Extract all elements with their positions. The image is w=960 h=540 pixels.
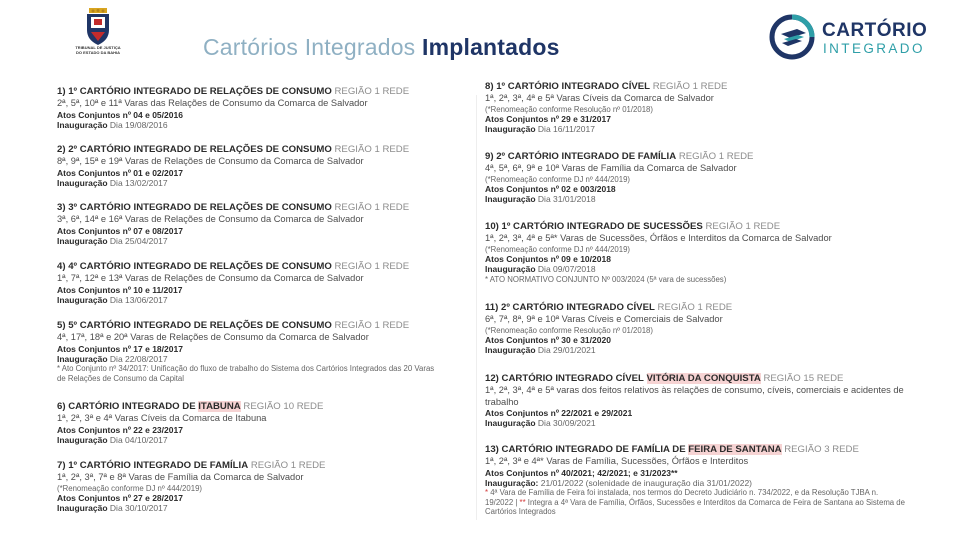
entry-inauguration: Inauguração Dia 16/11/2017 — [485, 124, 595, 135]
column-divider — [476, 95, 477, 520]
entry-12: 12) CARTÓRIO INTEGRADO CÍVEL VITÓRIA DA CONQUISTA REGIÃO 15 REDE 1ª, 2ª, 3ª, 4ª e 5ª varas dos feitos relativos às relações de consumo, cíveis, comerciais e acidentes de trabalho Atos Conjuntos nº 22/2021 e 29/2021 Inauguração Dia 30/09/2021 — [485, 373, 904, 429]
entry-region: REGIÃO 3 REDE — [784, 444, 859, 455]
entry-inauguration: Inauguração: 21/01/2022 (solenidade de inauguração dia 31/01/2022) — [485, 477, 753, 488]
entry-note: (*Renomeação conforme Resolução nº 01/2018) — [485, 104, 653, 114]
entry-acts: Atos Conjuntos nº 29 e 31/2017 — [485, 114, 611, 125]
entry-10: 10) 1º CARTÓRIO INTEGRADO DE SUCESSÕES REGIÃO 1 REDE 1ª, 2ª, 3ª, 4ª e 5ª* Varas de Sucessões, Órfãos e Interditos da Comarca de Salvador (*Renomeação conforme DJ nº 444/2019) Atos Conjuntos nº 09 e 10/2018 Inauguração Dia 09/07/2018 * ATO NORMATIVO CONJUNTO Nº 003/2024 (5ª vara de sucessões) — [485, 221, 915, 284]
entry-title: 2º CARTÓRIO INTEGRADO DE RELAÇÕES DE CONSUMO — [68, 144, 332, 155]
entry-description: 6ª, 7ª, 8ª, 9ª e 10ª Varas Cíveis e Comerciais de Salvador — [485, 314, 723, 325]
entry-inauguration: Inauguração Dia 29/01/2021 — [485, 345, 596, 356]
entry-title: 4º CARTÓRIO INTEGRADO DE RELAÇÕES DE CONSUMO — [68, 261, 332, 272]
entry-description: 1ª, 2ª, 3ª, 4ª e 5ª* Varas de Sucessões, Órfãos e Interditos da Comarca de Salvador — [485, 233, 832, 244]
entry-inauguration: Inauguração Dia 30/10/2017 — [57, 503, 168, 514]
entry-acts: Atos Conjuntos nº 17 e 18/2017 — [57, 343, 183, 354]
entry-6: 6) CARTÓRIO INTEGRADO DE ITABUNA REGIÃO 10 REDE 1ª, 2ª, 3ª e 4ª Varas Cíveis da Comarca de Itabuna Atos Conjuntos nº 22 e 23/2017 Inauguração Dia 04/10/2017 — [57, 401, 457, 445]
page-title-part1: Cartórios Integrados — [203, 34, 416, 60]
entry-title-highlight: FEIRA DE SANTANA — [688, 444, 782, 455]
entry-region: REGIÃO 1 REDE — [678, 151, 754, 162]
entry-11: 11) 2º CARTÓRIO INTEGRADO CÍVEL REGIÃO 1 REDE 6ª, 7ª, 8ª, 9ª e 10ª Varas Cíveis e Comerciais de Salvador (*Renomeação conforme Resolução nº 01/2018) Atos Conjuntos nº 30 e 31/2020 Inauguração Dia 29/01/2021 — [485, 302, 905, 356]
entry-description: 1ª, 7ª, 12ª e 13ª Varas de Relações de Consumo da Comarca de Salvador — [57, 273, 364, 284]
entry-description: 1ª, 2ª, 3ª e 4ª* Varas de Família, Sucessões, Órfãos e Interditos — [485, 456, 749, 467]
entry-inauguration: Inauguração Dia 30/09/2021 — [485, 418, 596, 429]
entry-acts: Atos Conjuntos nº 10 e 11/2017 — [57, 284, 183, 295]
entry-region: REGIÃO 1 REDE — [334, 144, 410, 155]
entry-note: (*Renomeação conforme DJ nº 444/2019) — [485, 244, 631, 254]
entry-region: REGIÃO 1 REDE — [652, 81, 728, 92]
entry-footnote: * ATO NORMATIVO CONJUNTO Nº 003/2024 (5ª vara de sucessões) — [485, 274, 727, 284]
entry-title-highlight: ITABUNA — [198, 401, 241, 412]
entry-region: REGIÃO 1 REDE — [334, 261, 410, 272]
entry-title: 1º CARTÓRIO INTEGRADO DE RELAÇÕES DE CONSUMO — [68, 86, 332, 97]
entry-note: (*Renomeação conforme DJ nº 444/2019) — [485, 174, 631, 184]
entry-description: 1ª, 2ª, 3ª, 4ª e 5ª varas dos feitos relativos às relações de consumo, cíveis, comerciais e acidentes de trabalho — [485, 385, 904, 407]
tjba-logo — [74, 8, 122, 66]
entry-note: (*Renomeação conforme DJ nº 444/2019) — [57, 483, 203, 493]
entry-description: 1ª, 2ª, 3ª e 4ª Varas Cíveis da Comarca de Itabuna — [57, 413, 267, 424]
entry-3: 3) 3º CARTÓRIO INTEGRADO DE RELAÇÕES DE CONSUMO REGIÃO 1 REDE 3ª, 6ª, 14ª e 16ª Varas de Relações de Consumo da Comarca de Salvador Atos Conjuntos nº 07 e 08/2017 Inauguração Dia 25/04/2017 — [57, 202, 457, 246]
entry-7: 7) 1º CARTÓRIO INTEGRADO DE FAMÍLIA REGIÃO 1 REDE 1ª, 2ª, 3ª, 7ª e 8ª Varas de Família da Comarca de Salvador (*Renomeação conforme DJ nº 444/2019) Atos Conjuntos nº 27 e 28/2017 Inauguração Dia 30/10/2017 — [57, 460, 457, 514]
entry-acts: Atos Conjuntos nº 01 e 02/2017 — [57, 167, 183, 178]
entry-title: 5º CARTÓRIO INTEGRADO DE RELAÇÕES DE CONSUMO — [68, 320, 332, 331]
entry-5: 5) 5º CARTÓRIO INTEGRADO DE RELAÇÕES DE CONSUMO REGIÃO 1 REDE 4ª, 17ª, 18ª e 20ª Varas de Relações de Consumo da Comarca de Salvador Atos Conjuntos nº 17 e 18/2017 Inauguração Dia 22/08/2017 * Ato Conjunto nº 34/2017: Unificação do fluxo de trabalho do Sistema dos Cartórios Integrados das 20 Varas de Relações de Consumo da Capital — [57, 320, 437, 383]
entry-description: 1ª, 2ª, 3ª, 7ª e 8ª Varas de Família da Comarca de Salvador — [57, 472, 304, 483]
entry-description: 2ª, 5ª, 10ª e 11ª Varas das Relações de Consumo da Comarca de Salvador — [57, 98, 368, 109]
entry-acts: Atos Conjuntos nº 30 e 31/2020 — [485, 335, 611, 346]
page-title — [203, 34, 560, 61]
entry-inauguration: Inauguração Dia 13/06/2017 — [57, 294, 168, 305]
entry-acts: Atos Conjuntos nº 40/2021; 42/2021; e 31/2023** — [485, 467, 678, 478]
entry-region: REGIÃO 1 REDE — [705, 221, 781, 232]
entry-acts: Atos Conjuntos nº 09 e 10/2018 — [485, 254, 611, 265]
entry-acts: Atos Conjuntos nº 02 e 003/2018 — [485, 184, 616, 195]
entry-region: REGIÃO 1 REDE — [250, 460, 326, 471]
entry-description: 8ª, 9ª, 15ª e 19ª Varas de Relações de Consumo da Comarca de Salvador — [57, 156, 364, 167]
entry-inauguration: Inauguração Dia 19/08/2016 — [57, 119, 168, 130]
page-title-part2: Implantados — [421, 34, 560, 60]
brand-subtitle: INTEGRADO — [823, 41, 925, 56]
entry-note: (*Renomeação conforme Resolução nº 01/2018) — [485, 325, 653, 335]
entry-acts: Atos Conjuntos nº 07 e 08/2017 — [57, 225, 183, 236]
entry-region: REGIÃO 10 REDE — [243, 401, 324, 412]
crest-icon — [83, 8, 113, 46]
entry-title: 1º CARTÓRIO INTEGRADO DE FAMÍLIA — [68, 460, 249, 471]
entry-title: CARTÓRIO INTEGRADO DE — [68, 401, 196, 412]
entry-title: 1º CARTÓRIO INTEGRADO DE SUCESSÕES — [501, 221, 703, 232]
entry-title: CARTÓRIO INTEGRADO CÍVEL — [501, 373, 644, 384]
entry-inauguration: Inauguração Dia 31/01/2018 — [485, 194, 596, 205]
entry-inauguration: Inauguração Dia 22/08/2017 — [57, 353, 168, 364]
brand-name: CARTÓRIO — [822, 20, 928, 41]
entry-acts: Atos Conjuntos nº 04 e 05/2016 — [57, 109, 183, 120]
logo-caption-line1: TRIBUNAL DE JUSTIÇA — [75, 45, 121, 50]
entry-region: REGIÃO 1 REDE — [334, 202, 410, 213]
logo-caption-line2: DO ESTADO DA BAHIA — [76, 49, 120, 55]
entry-title: 2º CARTÓRIO INTEGRADO CÍVEL — [501, 302, 655, 313]
entry-9: 9) 2º CARTÓRIO INTEGRADO DE FAMÍLIA REGIÃO 1 REDE 4ª, 5ª, 6ª, 9ª e 10ª Varas de Família da Comarca de Salvador (*Renomeação conforme DJ nº 444/2019) Atos Conjuntos nº 02 e 003/2018 Inauguração Dia 31/01/2018 — [485, 151, 905, 205]
entry-1: 1) 1º CARTÓRIO INTEGRADO DE RELAÇÕES DE CONSUMO REGIÃO 1 REDE 2ª, 5ª, 10ª e 11ª Varas das Relações de Consumo da Comarca de Salvador Atos Conjuntos nº 04 e 05/2016 Inauguração Dia 19/08/2016 — [57, 86, 457, 130]
entry-region: REGIÃO 1 REDE — [657, 302, 733, 313]
entry-region: REGIÃO 1 REDE — [334, 320, 410, 331]
entry-inauguration: Inauguração Dia 09/07/2018 — [485, 264, 596, 275]
entry-region: REGIÃO 15 REDE — [763, 373, 844, 384]
entry-description: 4ª, 17ª, 18ª e 20ª Varas de Relações de Consumo da Comarca de Salvador — [57, 332, 369, 343]
entry-inauguration: Inauguração Dia 04/10/2017 — [57, 434, 168, 445]
entry-acts: Atos Conjuntos nº 22 e 23/2017 — [57, 424, 183, 435]
entry-2: 2) 2º CARTÓRIO INTEGRADO DE RELAÇÕES DE CONSUMO REGIÃO 1 REDE 8ª, 9ª, 15ª e 19ª Varas de Relações de Consumo da Comarca de Salvador Atos Conjuntos nº 01 e 02/2017 Inauguração Dia 13/02/2017 — [57, 144, 457, 188]
entry-title: 2º CARTÓRIO INTEGRADO DE FAMÍLIA — [496, 151, 677, 162]
brand-emblem-icon — [768, 14, 818, 60]
entry-footnote: * Ato Conjunto nº 34/2017: Unificação do fluxo de trabalho do Sistema dos Cartórios Integrados das 20 Varas de Relações de Consumo da Capital — [57, 364, 435, 383]
entry-title: 1º CARTÓRIO INTEGRADO CÍVEL — [496, 81, 651, 92]
entry-acts: Atos Conjuntos nº 22/2021 e 29/2021 — [485, 407, 633, 418]
cartorio-integrado-logo — [768, 14, 928, 60]
entry-description: 3ª, 6ª, 14ª e 16ª Varas de Relações de Consumo da Comarca de Salvador — [57, 214, 364, 225]
entry-13: 13) CARTÓRIO INTEGRADO DE FAMÍLIA DE FEIRA DE SANTANA REGIÃO 3 REDE 1ª, 2ª, 3ª e 4ª* Varas de Família, Sucessões, Órfãos e Interditos Atos Conjuntos nº 40/2021; 42/2021; e 31/2023** Inauguração: 21/01/2022 (solenidade de inauguração dia 31/01/2022) * 4ª Vara de Família de Feira foi instalada, nos termos do Decreto Judiciário n. 734/2022, e da Resolução TJBA n. 19/2022 | ** Integra a 4ª Vara de Família, Órfãos, Sucessões e Interditos da Comarca de Feira de Santana ao Sistema de Cartórios Integrados — [485, 444, 905, 517]
entry-title-highlight: VITÓRIA DA CONQUISTA — [646, 373, 761, 384]
entry-4: 4) 4º CARTÓRIO INTEGRADO DE RELAÇÕES DE CONSUMO REGIÃO 1 REDE 1ª, 7ª, 12ª e 13ª Varas de Relações de Consumo da Comarca de Salvador Atos Conjuntos nº 10 e 11/2017 Inauguração Dia 13/06/2017 — [57, 261, 457, 305]
entry-description: 4ª, 5ª, 6ª, 9ª e 10ª Varas de Família da Comarca de Salvador — [485, 163, 737, 174]
entry-title: 3º CARTÓRIO INTEGRADO DE RELAÇÕES DE CONSUMO — [68, 202, 332, 213]
entry-description: 1ª, 2ª, 3ª, 4ª e 5ª Varas Cíveis da Comarca de Salvador — [485, 93, 714, 104]
entry-region: REGIÃO 1 REDE — [334, 86, 410, 97]
entry-footnote: * 4ª Vara de Família de Feira foi instalada, nos termos do Decreto Judiciário n. 734/2022, e da Resolução TJBA n. 19/2022 | ** Integra a 4ª Vara de Família, Órfãos, Sucessões e Interditos da Comarca de Feira de Santana ao Sistema de Cartórios Integrados — [485, 488, 905, 517]
entry-title: CARTÓRIO INTEGRADO DE FAMÍLIA DE — [501, 444, 686, 455]
entry-8: 8) 1º CARTÓRIO INTEGRADO CÍVEL REGIÃO 1 REDE 1ª, 2ª, 3ª, 4ª e 5ª Varas Cíveis da Comarca de Salvador (*Renomeação conforme Resolução nº 01/2018) Atos Conjuntos nº 29 e 31/2017 Inauguração Dia 16/11/2017 — [485, 81, 905, 135]
entry-inauguration: Inauguração Dia 25/04/2017 — [57, 235, 168, 246]
entry-acts: Atos Conjuntos nº 27 e 28/2017 — [57, 493, 183, 504]
entry-inauguration: Inauguração Dia 13/02/2017 — [57, 177, 168, 188]
